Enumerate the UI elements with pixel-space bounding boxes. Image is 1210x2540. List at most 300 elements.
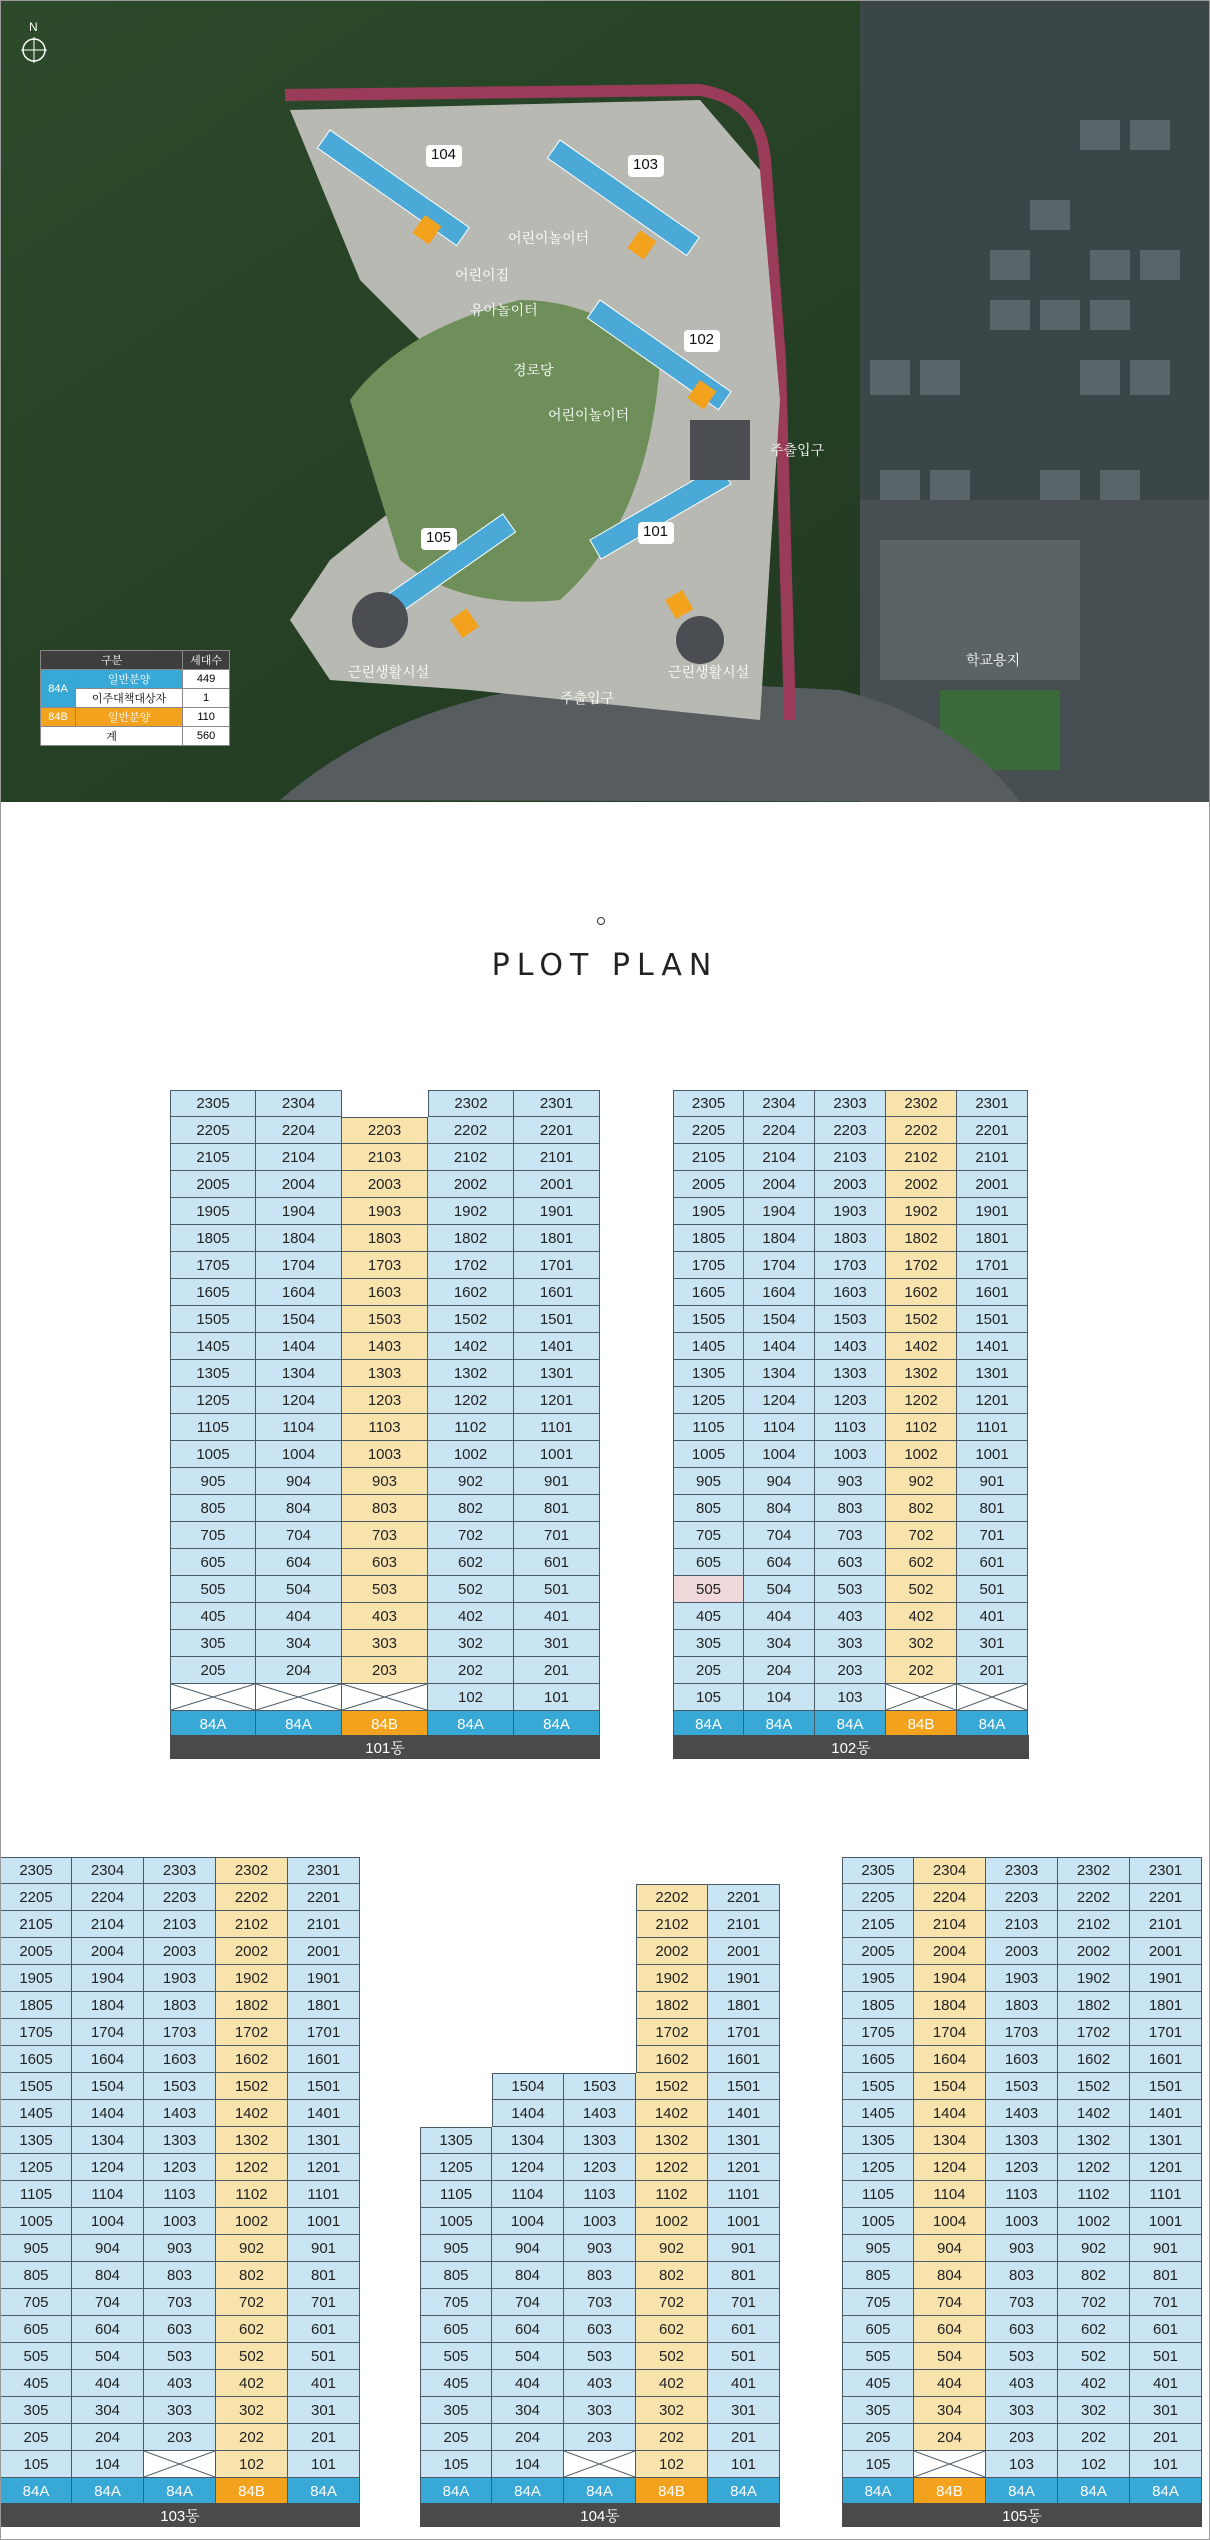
unit-cell-102: 102 — [636, 2451, 708, 2478]
unit-cell-2202: 2202 — [886, 1117, 957, 1144]
unit-cell-405: 405 — [0, 2370, 72, 2397]
unit-cell-1504: 1504 — [256, 1306, 342, 1333]
unit-cell-1402: 1402 — [216, 2100, 288, 2127]
unit-cell-101: 101 — [1130, 2451, 1202, 2478]
unit-cell-304: 304 — [72, 2397, 144, 2424]
unit-cell-202: 202 — [1058, 2424, 1130, 2451]
map-label-senior-center: 경로당 — [513, 363, 554, 379]
unit-cell-2103: 2103 — [144, 1911, 216, 1938]
unit-cell-2102: 2102 — [886, 1144, 957, 1171]
map-label-infant-playground: 유아놀이터 — [470, 303, 538, 319]
unit-cell-404: 404 — [914, 2370, 986, 2397]
unit-cell-2204: 2204 — [744, 1117, 815, 1144]
unit-cell-2002: 2002 — [886, 1171, 957, 1198]
unit-cell-505: 505 — [842, 2343, 914, 2370]
unit-grid — [0, 1857, 360, 2505]
unit-cell-1401: 1401 — [1130, 2100, 1202, 2127]
unit-cell-1502: 1502 — [636, 2073, 708, 2100]
unit-cell-1801: 1801 — [514, 1225, 600, 1252]
unit-type-tag: 84A — [1130, 2478, 1202, 2505]
unit-cell-2103: 2103 — [342, 1144, 428, 1171]
unit-cell-2205: 2205 — [673, 1117, 744, 1144]
unit-cell-1503: 1503 — [342, 1306, 428, 1333]
empty-cell — [564, 2019, 636, 2046]
unit-cell-503: 503 — [144, 2343, 216, 2370]
building-block-102 — [673, 1090, 1028, 1738]
empty-cell — [564, 1965, 636, 1992]
unit-cell-1001: 1001 — [288, 2208, 360, 2235]
unit-cell-701: 701 — [708, 2289, 780, 2316]
unit-cell-1903: 1903 — [986, 1965, 1058, 1992]
legend-name: 이주대책대상자 — [76, 689, 183, 708]
unit-cell-1804: 1804 — [744, 1225, 815, 1252]
unit-cell-303: 303 — [815, 1630, 886, 1657]
building-block-104 — [420, 1884, 780, 2505]
unit-type-tag: 84A — [564, 2478, 636, 2505]
unit-cell-501: 501 — [288, 2343, 360, 2370]
unit-cell-1501: 1501 — [708, 2073, 780, 2100]
empty-cell — [342, 1090, 428, 1117]
unit-type-tag: 84A — [0, 2478, 72, 2505]
unit-cell-1603: 1603 — [144, 2046, 216, 2073]
unit-type-tag: 84A — [288, 2478, 360, 2505]
unit-cell-105: 105 — [0, 2451, 72, 2478]
unit-cell-102: 102 — [428, 1684, 514, 1711]
unit-cell-1802: 1802 — [886, 1225, 957, 1252]
unit-cell-2105: 2105 — [842, 1911, 914, 1938]
unit-cell-1004: 1004 — [492, 2208, 564, 2235]
unit-cell-502: 502 — [886, 1576, 957, 1603]
unit-cell-403: 403 — [144, 2370, 216, 2397]
unit-cell-801: 801 — [1130, 2262, 1202, 2289]
unit-cell-602: 602 — [1058, 2316, 1130, 2343]
unit-cell-403: 403 — [564, 2370, 636, 2397]
empty-cell — [420, 1884, 492, 1911]
unit-cell-1103: 1103 — [564, 2181, 636, 2208]
unit-cell-1202: 1202 — [428, 1387, 514, 1414]
unit-cell-603: 603 — [564, 2316, 636, 2343]
unit-cell-502: 502 — [216, 2343, 288, 2370]
unit-cell-303: 303 — [144, 2397, 216, 2424]
unit-cell-303: 303 — [342, 1630, 428, 1657]
unit-cell-1705: 1705 — [673, 1252, 744, 1279]
unit-cell-1205: 1205 — [673, 1387, 744, 1414]
unit-cell-2302: 2302 — [886, 1090, 957, 1117]
unit-cell-1104: 1104 — [72, 2181, 144, 2208]
unit-cell-1405: 1405 — [0, 2100, 72, 2127]
unit-cell-901: 901 — [514, 1468, 600, 1495]
unit-cell-1801: 1801 — [1130, 1992, 1202, 2019]
unit-cell-2305: 2305 — [673, 1090, 744, 1117]
unit-cell-1603: 1603 — [815, 1279, 886, 1306]
unit-cell-1601: 1601 — [708, 2046, 780, 2073]
unit-cell-2104: 2104 — [256, 1144, 342, 1171]
unit-cell-105: 105 — [673, 1684, 744, 1711]
unit-cell-1301: 1301 — [708, 2127, 780, 2154]
unit-cell-1301: 1301 — [514, 1360, 600, 1387]
unit-cell-802: 802 — [428, 1495, 514, 1522]
unit-cell-2101: 2101 — [288, 1911, 360, 1938]
unit-cell-1904: 1904 — [72, 1965, 144, 1992]
unit-cell-803: 803 — [986, 2262, 1058, 2289]
unit-cell-1202: 1202 — [636, 2154, 708, 2181]
unit-cell-301: 301 — [708, 2397, 780, 2424]
unit-cell-1702: 1702 — [1058, 2019, 1130, 2046]
unit-type-tag: 84A — [428, 1711, 514, 1738]
unit-cell-1301: 1301 — [1130, 2127, 1202, 2154]
unit-cell-2002: 2002 — [428, 1171, 514, 1198]
unit-cell-1001: 1001 — [708, 2208, 780, 2235]
unit-cell-1701: 1701 — [514, 1252, 600, 1279]
unit-type-tag: 84A — [673, 1711, 744, 1738]
unit-cell-2203: 2203 — [144, 1884, 216, 1911]
unit-type-tag: 84A — [815, 1711, 886, 1738]
unit-cell-2303: 2303 — [144, 1857, 216, 1884]
unit-cell-2104: 2104 — [744, 1144, 815, 1171]
unit-cell-205: 205 — [842, 2424, 914, 2451]
unit-cell-803: 803 — [144, 2262, 216, 2289]
unit-cell-1601: 1601 — [514, 1279, 600, 1306]
unit-cell-1805: 1805 — [170, 1225, 256, 1252]
unit-cell-702: 702 — [886, 1522, 957, 1549]
unit-cell-1801: 1801 — [957, 1225, 1028, 1252]
unit-cell-1004: 1004 — [914, 2208, 986, 2235]
unit-cell-901: 901 — [1130, 2235, 1202, 2262]
unit-cell-1303: 1303 — [144, 2127, 216, 2154]
unit-cell-903: 903 — [815, 1468, 886, 1495]
unit-cell-2002: 2002 — [1058, 1938, 1130, 1965]
unit-cell-905: 905 — [0, 2235, 72, 2262]
unit-cell-305: 305 — [673, 1630, 744, 1657]
unit-cell-2302: 2302 — [216, 1857, 288, 1884]
unit-cell-1102: 1102 — [428, 1414, 514, 1441]
unit-cell-501: 501 — [1130, 2343, 1202, 2370]
unit-cell-205: 205 — [0, 2424, 72, 2451]
unit-cell-802: 802 — [886, 1495, 957, 1522]
unit-cell-1101: 1101 — [708, 2181, 780, 2208]
unit-cell-1302: 1302 — [428, 1360, 514, 1387]
unit-cell-604: 604 — [492, 2316, 564, 2343]
unit-cell-1002: 1002 — [428, 1441, 514, 1468]
unit-cell-1804: 1804 — [256, 1225, 342, 1252]
unit-cell-1003: 1003 — [815, 1441, 886, 1468]
unit-cell-1805: 1805 — [0, 1992, 72, 2019]
unit-cell-2005: 2005 — [170, 1171, 256, 1198]
no-unit-cell — [886, 1684, 957, 1711]
unit-cell-1501: 1501 — [288, 2073, 360, 2100]
unit-cell-904: 904 — [744, 1468, 815, 1495]
unit-cell-2205: 2205 — [842, 1884, 914, 1911]
unit-cell-402: 402 — [428, 1603, 514, 1630]
unit-cell-1702: 1702 — [886, 1252, 957, 1279]
unit-cell-1902: 1902 — [1058, 1965, 1130, 1992]
unit-cell-405: 405 — [420, 2370, 492, 2397]
unit-cell-1101: 1101 — [957, 1414, 1028, 1441]
unit-cell-1602: 1602 — [636, 2046, 708, 2073]
unit-cell-1101: 1101 — [288, 2181, 360, 2208]
unit-cell-2204: 2204 — [72, 1884, 144, 1911]
unit-cell-1603: 1603 — [986, 2046, 1058, 2073]
unit-type-tag: 84B — [914, 2478, 986, 2505]
unit-type-tag: 84A — [842, 2478, 914, 2505]
unit-cell-2301: 2301 — [1130, 1857, 1202, 1884]
unit-cell-1503: 1503 — [564, 2073, 636, 2100]
unit-cell-301: 301 — [514, 1630, 600, 1657]
unit-cell-1105: 1105 — [673, 1414, 744, 1441]
unit-cell-1204: 1204 — [256, 1387, 342, 1414]
unit-cell-2003: 2003 — [986, 1938, 1058, 1965]
unit-cell-1605: 1605 — [0, 2046, 72, 2073]
unit-cell-501: 501 — [957, 1576, 1028, 1603]
unit-cell-2004: 2004 — [744, 1171, 815, 1198]
unit-cell-1405: 1405 — [673, 1333, 744, 1360]
unit-cell-303: 303 — [564, 2397, 636, 2424]
unit-cell-1403: 1403 — [564, 2100, 636, 2127]
unit-cell-1102: 1102 — [886, 1414, 957, 1441]
unit-cell-201: 201 — [708, 2424, 780, 2451]
unit-cell-1202: 1202 — [216, 2154, 288, 2181]
unit-cell-1002: 1002 — [216, 2208, 288, 2235]
unit-cell-2205: 2205 — [170, 1117, 256, 1144]
legend-type-84B: 84B — [41, 708, 76, 727]
unit-cell-1901: 1901 — [514, 1198, 600, 1225]
unit-cell-1902: 1902 — [216, 1965, 288, 1992]
unit-cell-804: 804 — [256, 1495, 342, 1522]
unit-grid — [420, 1884, 780, 2505]
unit-cell-2301: 2301 — [514, 1090, 600, 1117]
unit-cell-101: 101 — [708, 2451, 780, 2478]
unit-cell-1505: 1505 — [170, 1306, 256, 1333]
unit-cell-105: 105 — [842, 2451, 914, 2478]
unit-cell-405: 405 — [170, 1603, 256, 1630]
unit-cell-204: 204 — [72, 2424, 144, 2451]
unit-cell-702: 702 — [428, 1522, 514, 1549]
unit-cell-1905: 1905 — [673, 1198, 744, 1225]
map-label-playground-1: 어린이놀이터 — [508, 231, 590, 247]
unit-cell-1303: 1303 — [342, 1360, 428, 1387]
unit-cell-1205: 1205 — [420, 2154, 492, 2181]
unit-cell-503: 503 — [342, 1576, 428, 1603]
unit-cell-304: 304 — [492, 2397, 564, 2424]
unit-cell-803: 803 — [342, 1495, 428, 1522]
unit-cell-802: 802 — [1058, 2262, 1130, 2289]
no-unit-cell — [342, 1684, 428, 1711]
unit-cell-905: 905 — [673, 1468, 744, 1495]
unit-cell-302: 302 — [1058, 2397, 1130, 2424]
unit-cell-1705: 1705 — [0, 2019, 72, 2046]
unit-cell-202: 202 — [636, 2424, 708, 2451]
unit-cell-1104: 1104 — [492, 2181, 564, 2208]
unit-cell-1703: 1703 — [815, 1252, 886, 1279]
unit-cell-1104: 1104 — [914, 2181, 986, 2208]
building-tag-102: 102 — [689, 331, 715, 348]
unit-cell-304: 304 — [744, 1630, 815, 1657]
unit-cell-1303: 1303 — [986, 2127, 1058, 2154]
no-unit-cell — [957, 1684, 1028, 1711]
unit-cell-1604: 1604 — [256, 1279, 342, 1306]
legend-count: 110 — [183, 708, 230, 727]
unit-cell-2001: 2001 — [1130, 1938, 1202, 1965]
unit-cell-404: 404 — [256, 1603, 342, 1630]
map-label-commercial-east: 근린생활시설 — [668, 665, 750, 681]
unit-cell-1901: 1901 — [288, 1965, 360, 1992]
unit-cell-305: 305 — [170, 1630, 256, 1657]
unit-cell-1902: 1902 — [886, 1198, 957, 1225]
building-tag-105: 105 — [426, 529, 452, 546]
unit-cell-605: 605 — [673, 1549, 744, 1576]
empty-cell — [420, 1938, 492, 1965]
unit-cell-1103: 1103 — [815, 1414, 886, 1441]
empty-cell — [564, 1911, 636, 1938]
unit-cell-705: 705 — [673, 1522, 744, 1549]
unit-cell-2101: 2101 — [514, 1144, 600, 1171]
unit-cell-1401: 1401 — [957, 1333, 1028, 1360]
unit-cell-103: 103 — [986, 2451, 1058, 2478]
unit-cell-402: 402 — [886, 1603, 957, 1630]
legend-total-label: 계 — [41, 727, 183, 746]
unit-cell-401: 401 — [708, 2370, 780, 2397]
no-unit-cell — [170, 1684, 256, 1711]
unit-cell-1402: 1402 — [1058, 2100, 1130, 2127]
unit-cell-1102: 1102 — [216, 2181, 288, 2208]
unit-cell-202: 202 — [886, 1657, 957, 1684]
unit-cell-902: 902 — [216, 2235, 288, 2262]
unit-cell-1804: 1804 — [914, 1992, 986, 2019]
unit-cell-202: 202 — [428, 1657, 514, 1684]
unit-cell-1602: 1602 — [216, 2046, 288, 2073]
unit-cell-1402: 1402 — [886, 1333, 957, 1360]
unit-cell-2102: 2102 — [1058, 1911, 1130, 1938]
unit-cell-2005: 2005 — [673, 1171, 744, 1198]
unit-cell-1201: 1201 — [708, 2154, 780, 2181]
unit-cell-1105: 1105 — [0, 2181, 72, 2208]
unit-cell-705: 705 — [0, 2289, 72, 2316]
unit-cell-1805: 1805 — [673, 1225, 744, 1252]
unit-cell-805: 805 — [673, 1495, 744, 1522]
unit-cell-603: 603 — [815, 1549, 886, 1576]
no-unit-cell — [256, 1684, 342, 1711]
empty-cell — [420, 2073, 492, 2100]
unit-cell-1405: 1405 — [842, 2100, 914, 2127]
unit-cell-1503: 1503 — [815, 1306, 886, 1333]
unit-cell-705: 705 — [420, 2289, 492, 2316]
unit-cell-1703: 1703 — [342, 1252, 428, 1279]
unit-cell-604: 604 — [914, 2316, 986, 2343]
building-label-104: 104동 — [420, 2503, 780, 2527]
unit-cell-1004: 1004 — [744, 1441, 815, 1468]
unit-type-tag: 84A — [708, 2478, 780, 2505]
building-tag-103: 103 — [633, 156, 659, 173]
unit-type-tag: 84B — [342, 1711, 428, 1738]
unit-cell-1002: 1002 — [636, 2208, 708, 2235]
unit-cell-804: 804 — [72, 2262, 144, 2289]
unit-cell-2102: 2102 — [216, 1911, 288, 1938]
unit-cell-2103: 2103 — [986, 1911, 1058, 1938]
unit-cell-1504: 1504 — [72, 2073, 144, 2100]
unit-cell-703: 703 — [342, 1522, 428, 1549]
unit-cell-1602: 1602 — [428, 1279, 514, 1306]
unit-cell-1303: 1303 — [564, 2127, 636, 2154]
unit-cell-803: 803 — [564, 2262, 636, 2289]
unit-cell-701: 701 — [957, 1522, 1028, 1549]
unit-cell-1205: 1205 — [170, 1387, 256, 1414]
unit-cell-1304: 1304 — [256, 1360, 342, 1387]
unit-cell-601: 601 — [1130, 2316, 1202, 2343]
unit-cell-602: 602 — [886, 1549, 957, 1576]
unit-cell-1502: 1502 — [886, 1306, 957, 1333]
unit-cell-1904: 1904 — [256, 1198, 342, 1225]
unit-cell-704: 704 — [72, 2289, 144, 2316]
unit-cell-2304: 2304 — [256, 1090, 342, 1117]
unit-cell-2004: 2004 — [914, 1938, 986, 1965]
unit-cell-1805: 1805 — [842, 1992, 914, 2019]
unit-cell-1302: 1302 — [1058, 2127, 1130, 2154]
unit-cell-2204: 2204 — [256, 1117, 342, 1144]
unit-type-tag: 84A — [514, 1711, 600, 1738]
unit-cell-1404: 1404 — [256, 1333, 342, 1360]
unit-cell-1704: 1704 — [744, 1252, 815, 1279]
empty-cell — [420, 1911, 492, 1938]
unit-cell-201: 201 — [957, 1657, 1028, 1684]
unit-cell-1504: 1504 — [914, 2073, 986, 2100]
unit-cell-1203: 1203 — [986, 2154, 1058, 2181]
unit-cell-1102: 1102 — [636, 2181, 708, 2208]
unit-cell-1601: 1601 — [1130, 2046, 1202, 2073]
unit-cell-301: 301 — [1130, 2397, 1202, 2424]
unit-cell-305: 305 — [842, 2397, 914, 2424]
unit-cell-2205: 2205 — [0, 1884, 72, 1911]
unit-cell-704: 704 — [914, 2289, 986, 2316]
unit-cell-1401: 1401 — [288, 2100, 360, 2127]
unit-legend-table — [40, 650, 230, 746]
unit-cell-504: 504 — [914, 2343, 986, 2370]
unit-cell-1703: 1703 — [986, 2019, 1058, 2046]
unit-cell-204: 204 — [492, 2424, 564, 2451]
unit-cell-1901: 1901 — [1130, 1965, 1202, 1992]
unit-cell-101: 101 — [288, 2451, 360, 2478]
unit-cell-1003: 1003 — [144, 2208, 216, 2235]
unit-cell-1204: 1204 — [914, 2154, 986, 2181]
unit-cell-805: 805 — [170, 1495, 256, 1522]
unit-cell-804: 804 — [744, 1495, 815, 1522]
unit-cell-401: 401 — [1130, 2370, 1202, 2397]
unit-cell-1704: 1704 — [914, 2019, 986, 2046]
unit-cell-1203: 1203 — [144, 2154, 216, 2181]
empty-cell — [564, 1938, 636, 1965]
unit-cell-1004: 1004 — [256, 1441, 342, 1468]
empty-cell — [492, 1992, 564, 2019]
unit-cell-605: 605 — [420, 2316, 492, 2343]
unit-cell-704: 704 — [744, 1522, 815, 1549]
unit-cell-1002: 1002 — [1058, 2208, 1130, 2235]
unit-cell-202: 202 — [216, 2424, 288, 2451]
unit-cell-304: 304 — [256, 1630, 342, 1657]
unit-cell-305: 305 — [0, 2397, 72, 2424]
unit-cell-2105: 2105 — [673, 1144, 744, 1171]
unit-cell-804: 804 — [492, 2262, 564, 2289]
unit-cell-2203: 2203 — [986, 1884, 1058, 1911]
empty-cell — [492, 1911, 564, 1938]
unit-cell-1201: 1201 — [957, 1387, 1028, 1414]
unit-cell-203: 203 — [144, 2424, 216, 2451]
unit-cell-2304: 2304 — [914, 1857, 986, 1884]
unit-cell-1905: 1905 — [170, 1198, 256, 1225]
empty-cell — [492, 1965, 564, 1992]
map-label-daycare: 어린이집 — [455, 268, 510, 284]
legend-type-84A: 84A — [41, 670, 76, 708]
unit-cell-205: 205 — [170, 1657, 256, 1684]
map-label-school-site: 학교용지 — [966, 653, 1021, 669]
